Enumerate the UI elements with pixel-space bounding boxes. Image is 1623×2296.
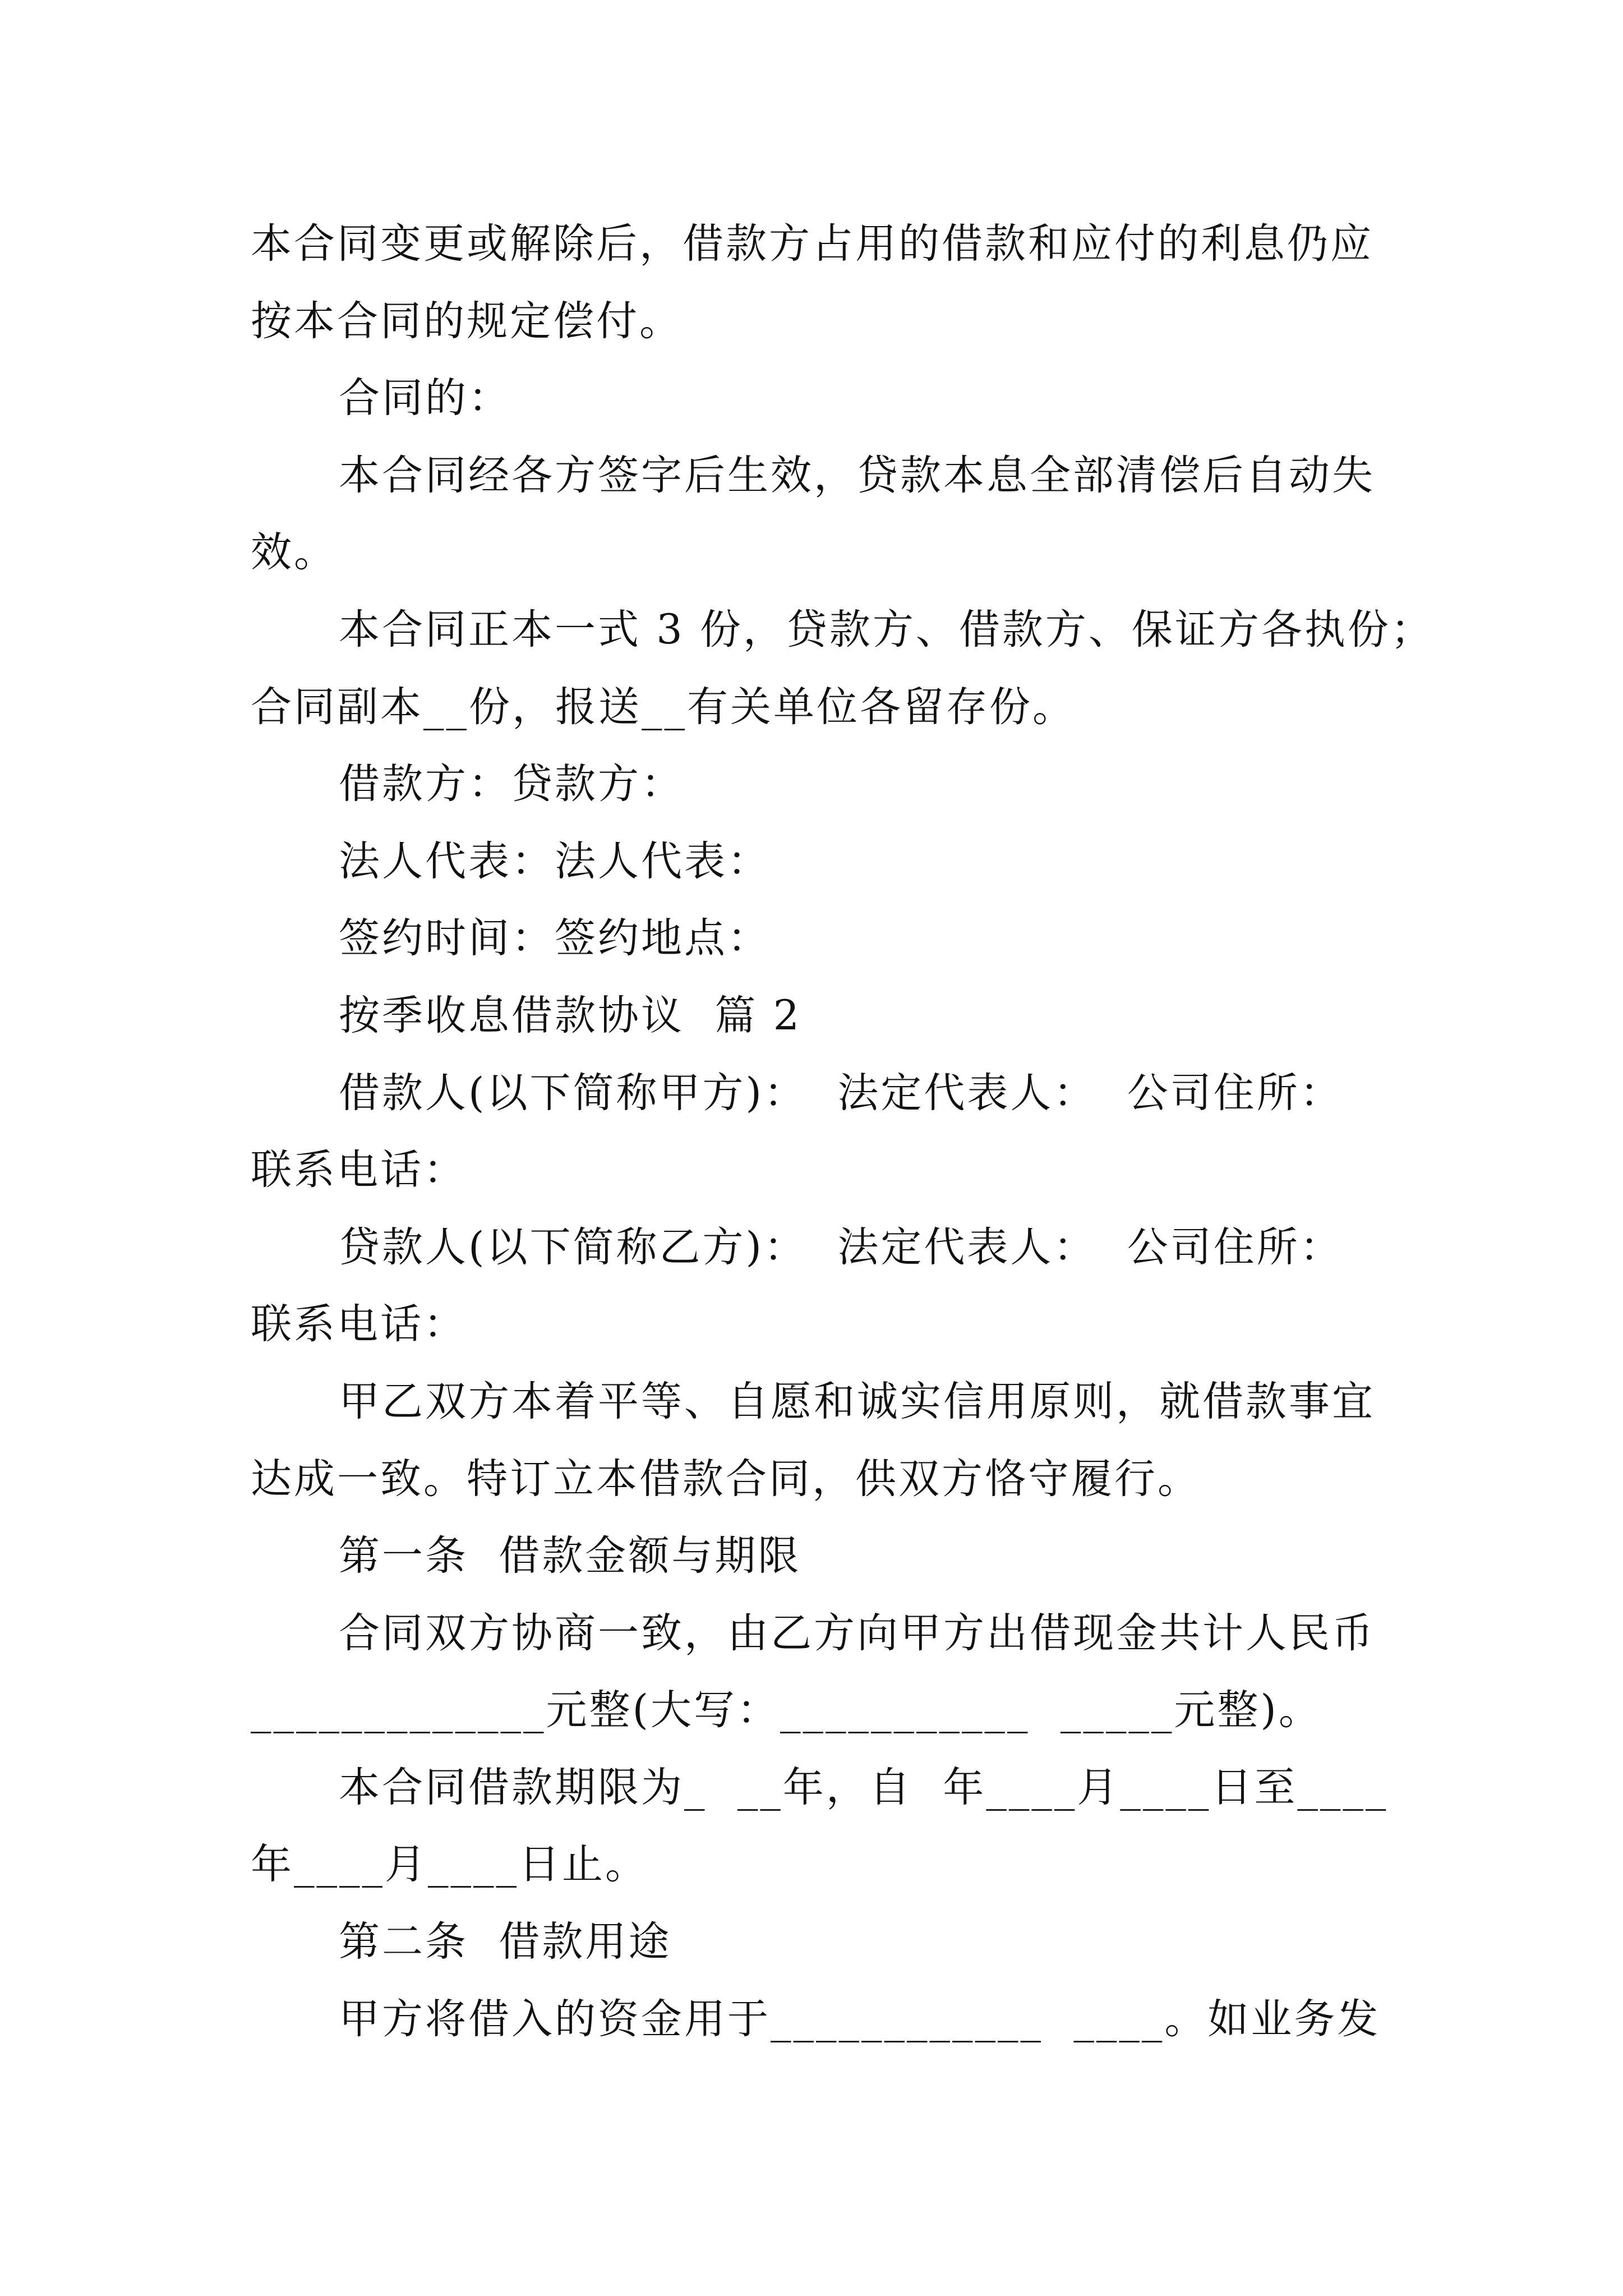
paragraph-line: 甲方将借入的资金用于____________ ____。如业务发 [339, 1995, 1381, 2043]
paragraph-line: 本合同正本一式 3 份，贷款方、借款方、保证方各执份； [339, 605, 1434, 654]
document-title: 按季收息借款协议 篇 2 [339, 991, 802, 1039]
paragraph-line: 本合同变更或解除后，借款方占用的借款和应付的利息仍应 [251, 220, 1373, 268]
paragraph-line: 甲乙双方本着平等、自愿和诚实信用原则，就借款事宜 [339, 1377, 1375, 1425]
section-heading: 合同的： [339, 374, 511, 422]
paragraph-line: 年____月____日止。 [251, 1841, 648, 1889]
paragraph-line: 本合同借款期限为_ __年，自 年____月____日至____ [339, 1763, 1389, 1811]
signature-line: 法人代表：法人代表： [339, 837, 771, 885]
paragraph-line: 合同副本__份，报送__有关单位各留存份。 [251, 683, 1076, 731]
paragraph-line: 本合同经各方签字后生效，贷款本息全部清偿后自动失 [339, 451, 1375, 499]
article-heading: 第二条 借款用途 [339, 1918, 672, 1966]
article-heading: 第一条 借款金额与期限 [339, 1532, 801, 1580]
signature-line: 借款方：贷款方： [339, 760, 684, 808]
party-line: 借款人(以下简称甲方)： 法定代表人： 公司住所： [339, 1069, 1343, 1117]
paragraph-line: 效。 [251, 528, 337, 577]
signature-line: 签约时间：签约地点： [339, 914, 771, 963]
party-line: 贷款人(以下简称乙方)： 法定代表人： 公司住所： [339, 1223, 1343, 1271]
document-body [251, 205, 1434, 2058]
party-line: 联系电话： [251, 1300, 467, 1349]
paragraph-line: 合同双方协商一致，由乙方向甲方出借现金共计人民币 [339, 1609, 1375, 1657]
party-line: 联系电话： [251, 1146, 467, 1194]
paragraph-line: _____________元整(大写：___________ _____元整)。 [251, 1686, 1322, 1734]
paragraph-line: 达成一致。特订立本借款合同，供双方恪守履行。 [251, 1455, 1201, 1503]
paragraph-line: 按本合同的规定偿付。 [251, 297, 683, 345]
